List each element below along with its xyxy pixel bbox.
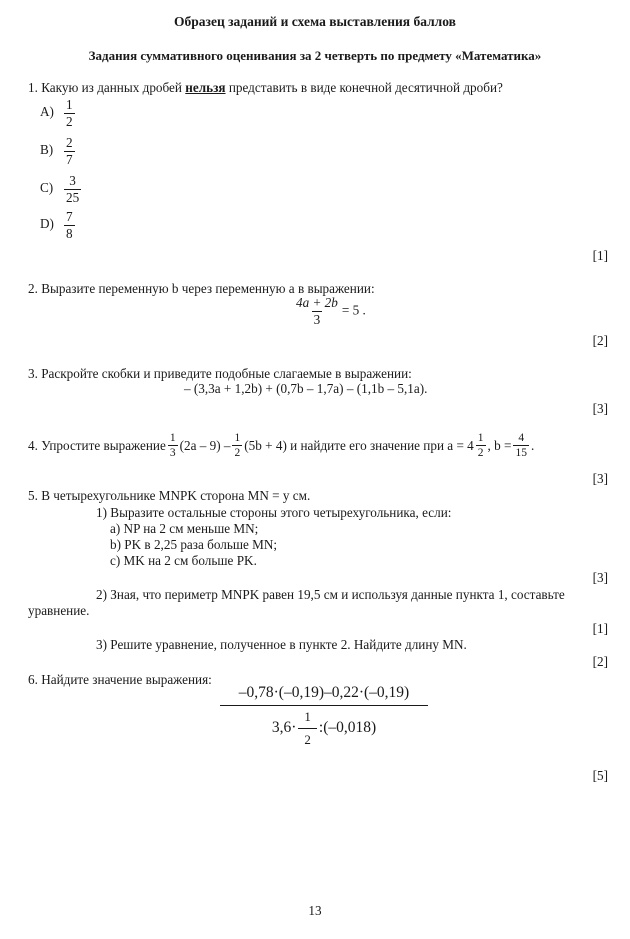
fraction-numerator: 4 <box>518 432 525 444</box>
option-fraction <box>64 98 75 129</box>
question-1-option-a <box>40 98 77 129</box>
question-1-suffix: представить в виде конечной десятичной дроби? <box>225 80 503 95</box>
question-1-score: [1] <box>592 248 608 263</box>
fraction-denominator: 15 <box>515 447 527 460</box>
option-fraction <box>64 210 75 241</box>
question-5-item-b: b) PK в 2,25 раза больше MN; <box>110 537 278 552</box>
question-5-item-a: a) NP на 2 см меньше MN; <box>110 521 259 536</box>
fraction-denominator: 2 <box>234 447 241 460</box>
question-5-sub-2: 2) Зная, что периметр MNPK равен 19,5 см и используя данные пункта 1, составьте <box>96 587 565 602</box>
question-4-a-fraction <box>476 432 486 459</box>
question-2-score: [2] <box>592 333 608 348</box>
question-2-rhs: = 5 . <box>341 302 366 318</box>
question-2-text: 2. Выразите переменную b через переменную a в выражении: <box>28 281 375 296</box>
question-4-prefix: 4. Упростите выражение <box>28 437 166 453</box>
fraction-numerator: 1 <box>234 432 241 444</box>
fraction-denominator: 3 <box>169 447 176 460</box>
fraction-numerator: 4a + 2b <box>296 295 338 310</box>
option-letter: A) <box>40 104 54 120</box>
question-6-score: [5] <box>592 768 608 783</box>
question-5-text: 5. В четырехугольнике MNPK сторона MN = y см. <box>28 488 311 503</box>
document-title: Образец заданий и схема выставления баллов <box>174 14 456 29</box>
question-1-text <box>28 80 503 96</box>
fraction-numerator: 1 <box>169 432 176 444</box>
question-1-option-b <box>40 136 77 167</box>
document-subtitle: Задания суммативного оценивания за 2 четверть по предмету «Математика» <box>88 48 542 63</box>
option-letter: C) <box>40 180 54 196</box>
fraction-denominator: 25 <box>66 189 80 205</box>
question-6-expression <box>218 685 430 747</box>
question-2-fraction <box>294 296 340 327</box>
question-4-part-1: (2a – 9) – <box>179 437 231 453</box>
question-4-end: . <box>530 437 535 453</box>
question-4-line <box>28 432 534 459</box>
question-3-expression: – (3,3a + 1,2b) + (0,7b – 1,7a) – (1,1b – 5,1a). <box>184 381 428 396</box>
question-5-score-2: [1] <box>592 621 608 636</box>
denominator-right: :(–0,018) <box>318 719 377 737</box>
fraction-denominator: 2 <box>298 728 317 747</box>
fraction-numerator: 1 <box>477 432 484 444</box>
question-4-fraction-2 <box>232 432 242 459</box>
fraction-denominator: 3 <box>313 311 321 327</box>
page-number: 13 <box>308 903 322 918</box>
question-5-score-3: [2] <box>592 654 608 669</box>
question-1-emphasis: нельзя <box>185 80 226 95</box>
option-letter: B) <box>40 142 54 158</box>
fraction-denominator: 2 <box>477 447 484 460</box>
fraction-numerator: 1 <box>304 709 311 725</box>
denominator-left: 3,6· <box>271 719 297 737</box>
question-2-formula <box>292 296 366 327</box>
question-4-b-fraction <box>513 432 529 459</box>
question-5-item-c: c) MK на 2 см больше PK. <box>110 553 257 568</box>
option-fraction <box>64 136 75 167</box>
question-6-fraction <box>220 685 428 747</box>
question-4-part-3: , b = <box>487 437 512 453</box>
question-1-option-d <box>40 210 77 241</box>
fraction-numerator: 7 <box>66 209 73 224</box>
question-3-text: 3. Раскройте скобки и приведите подобные слагаемые в выражении: <box>28 366 412 381</box>
question-3-score: [3] <box>592 401 608 416</box>
question-4-part-2: (5b + 4) и найдите его значение при a = 4 <box>244 437 474 453</box>
question-5-sub-3: 3) Решите уравнение, полученное в пункте 2. Найдите длину MN. <box>96 637 467 652</box>
fraction-numerator: 2 <box>66 135 73 150</box>
question-4-score: [3] <box>592 471 608 486</box>
option-fraction <box>64 174 81 205</box>
fraction-denominator <box>220 705 428 746</box>
fraction-numerator: –0,78·(–0,19)–0,22·(–0,19) <box>238 684 410 701</box>
denominator-fraction <box>298 710 317 746</box>
question-6-text: 6. Найдите значение выражения: <box>28 672 212 687</box>
fraction-denominator: 8 <box>66 225 73 241</box>
question-4-fraction-1 <box>168 432 178 459</box>
option-letter: D) <box>40 216 54 232</box>
fraction-denominator: 7 <box>66 151 73 167</box>
question-5-sub-2-cont: уравнение. <box>28 603 90 618</box>
fraction-denominator: 2 <box>66 113 73 129</box>
fraction-numerator: 1 <box>66 97 73 112</box>
question-1-option-c <box>40 174 83 205</box>
question-5-score-1: [3] <box>592 570 608 585</box>
question-1-prefix: 1. Какую из данных дробей <box>28 80 186 95</box>
fraction-numerator: 3 <box>69 173 76 188</box>
question-5-sub-1: 1) Выразите остальные стороны этого четырехугольника, если: <box>96 505 452 520</box>
